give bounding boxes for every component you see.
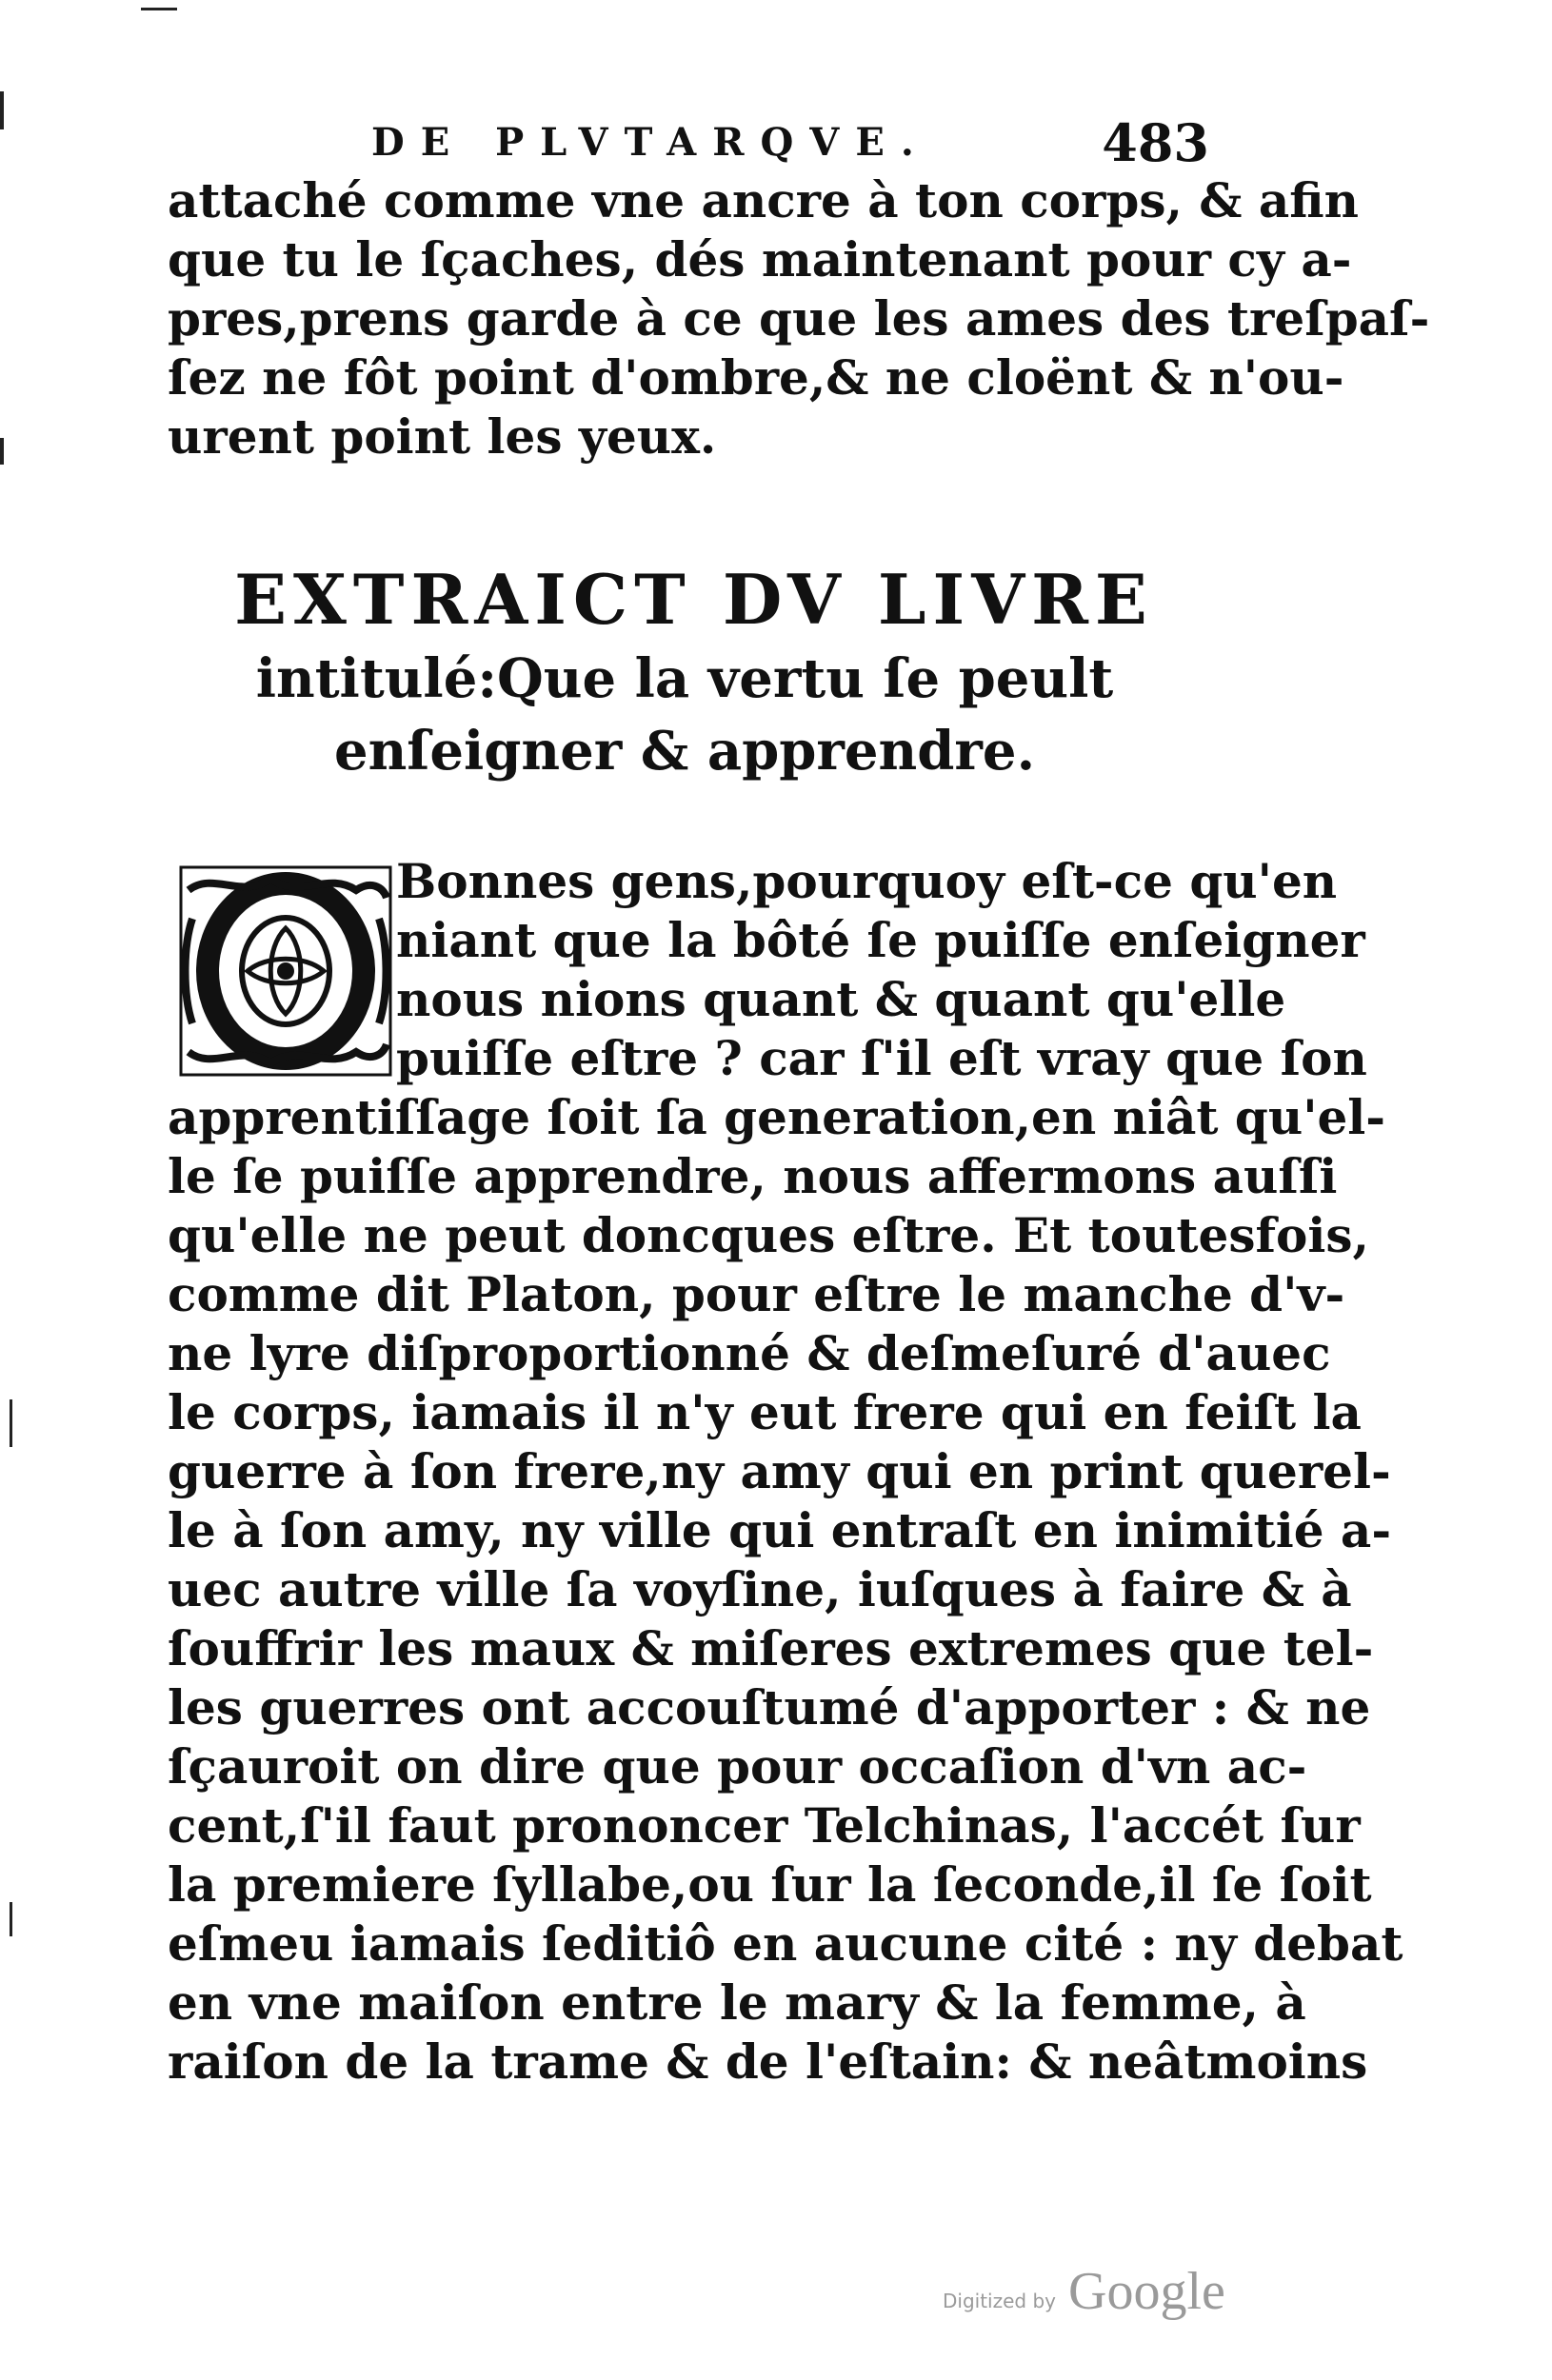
text-line: que tu le ſçaches, dés maintenant pour cy a-: [168, 231, 1352, 288]
text-line: qu'elle ne peut doncques eſtre. Et toutesfois,: [168, 1207, 1369, 1263]
text-line: comme dit Platon, pour eſtre le manche d'v-: [168, 1266, 1345, 1322]
text-line: uec autre ville ſa voyſine, iuſques à faire & à: [168, 1561, 1352, 1617]
running-title: DE PLVTARQVE.: [371, 120, 930, 165]
text-line: le ſe puiſſe apprendre, nous affermons auſſi: [168, 1148, 1338, 1204]
text-line: cent,ſ'il faut prononcer Telchinas, l'accét ſur: [168, 1797, 1361, 1854]
section-heading: [168, 557, 1202, 787]
text-line: le à ſon amy, ny ville qui entraſt en inimitié a-: [168, 1502, 1392, 1558]
text-line: ne lyre diſproportionné & deſmeſuré d'auec: [168, 1325, 1331, 1381]
text-line: puiſſe eſtre ? car ſ'il eſt vray que ſon: [396, 1030, 1367, 1086]
text-line: en vne maiſon entre le mary & la femme, à: [168, 1974, 1306, 2031]
text-line: nous nions quant & quant qu'elle: [396, 971, 1286, 1027]
top-paragraph: [168, 171, 1430, 466]
text-line: niant que la bôté ſe puiſſe enſeigner: [396, 912, 1365, 968]
scan-mark: [141, 8, 177, 10]
text-line: le corps, iamais il n'y eut frere qui en feiſt la: [168, 1384, 1362, 1440]
page-number: 483: [1102, 112, 1209, 173]
heading-subtitle: enſeigner & apprendre.: [333, 720, 1036, 783]
google-logo: Google: [1068, 2262, 1225, 2321]
watermark-caption: Digitized by: [943, 2290, 1056, 2312]
body-paragraph: [168, 852, 1403, 2092]
text-line: guerre à ſon frere,ny amy qui en print querel-: [168, 1443, 1391, 1499]
text-line: Bonnes gens,pourquoy eſt-ce qu'en: [396, 853, 1338, 909]
text-line: eſmeu iamais ſeditiô en aucune cité : ny debat: [168, 1915, 1403, 1972]
text-line: la premiere ſyllabe,ou ſur la ſeconde,il ſe ſoit: [168, 1856, 1372, 1913]
scan-mark: [0, 438, 4, 465]
heading-title: EXTRAICT DV LIVRE: [234, 559, 1154, 640]
text-line: attaché comme vne ancre à ton corps, & afin: [168, 172, 1359, 228]
text-line: pres,prens garde à ce que les ames des treſpaſ-: [168, 290, 1430, 347]
digitized-watermark: [943, 2261, 1257, 2328]
text-line: ſçauroit on dire que pour occaſion d'vn ac-: [168, 1738, 1307, 1795]
text-line: les guerres ont accouſtumé d'apporter : & ne: [168, 1679, 1371, 1735]
scan-mark: [10, 1399, 12, 1447]
text-line: ſez ne fôt point d'ombre,& ne cloënt & n'ou-: [168, 349, 1344, 406]
text-line: urent point les yeux.: [168, 408, 717, 465]
text-line: apprentiſſage ſoit ſa generation,en niât qu'el-: [168, 1089, 1386, 1145]
text-line: ſouffrir les maux & miſeres extremes que tel-: [168, 1620, 1374, 1676]
heading-subtitle: intitulé:Que la vertu ſe peult: [255, 647, 1114, 710]
running-head: [371, 112, 1209, 179]
scan-mark: [10, 1902, 12, 1936]
text-line: raiſon de la trame & de l'eſtain: & neâtmoins: [168, 2033, 1368, 2090]
scan-mark: [0, 91, 4, 129]
